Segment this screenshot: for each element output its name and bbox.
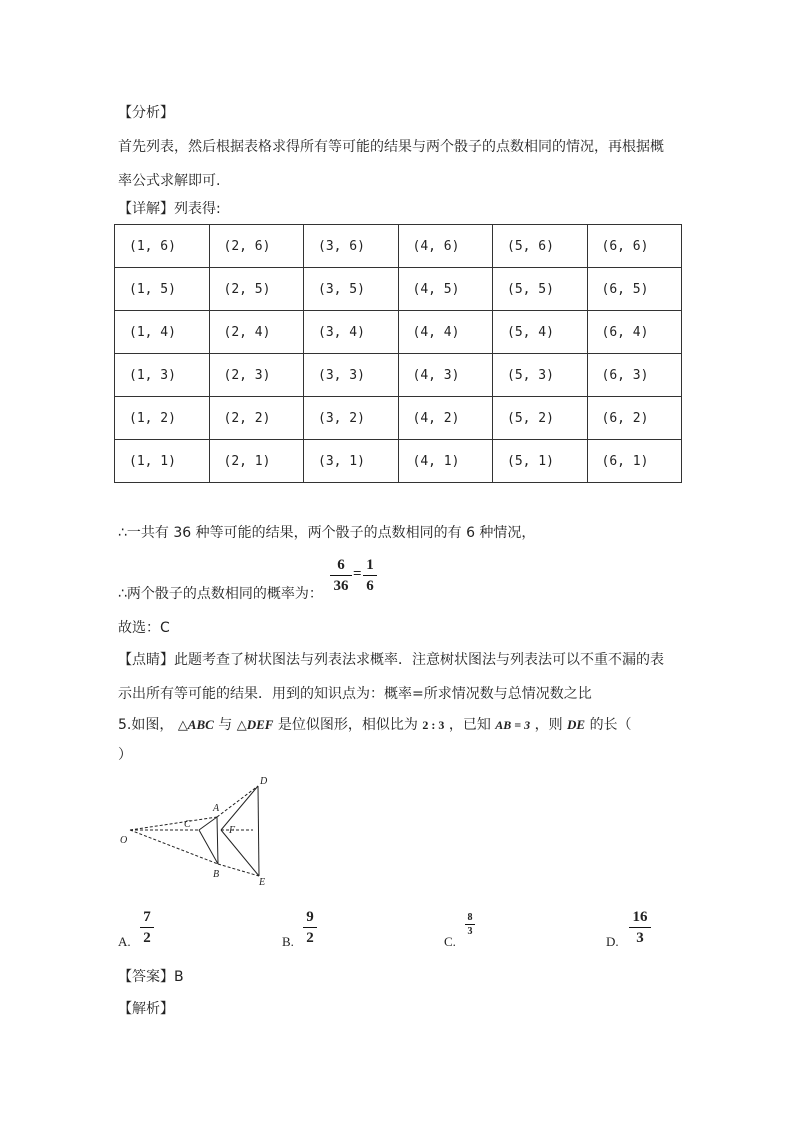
conclusion-line1: ∴一共有 36 种等可能的结果，两个骰子的点数相同的有 6 种情况， — [118, 525, 536, 541]
table-row — [115, 397, 682, 440]
label-b: B — [213, 869, 220, 880]
table-cell: (1, 6) — [115, 225, 210, 268]
table-cell: (4, 1) — [398, 440, 493, 483]
ray-oa — [130, 817, 217, 830]
table-cell: (6, 5) — [587, 268, 682, 311]
equals-sign: = — [353, 566, 362, 582]
option-a-numerator: 7 — [143, 909, 151, 925]
table-cell: (1, 2) — [115, 397, 210, 440]
table-cell: (1, 5) — [115, 268, 210, 311]
target-segment: DE — [567, 717, 586, 732]
table-row — [115, 440, 682, 483]
label-a: A — [213, 803, 220, 814]
table-cell: (2, 5) — [209, 268, 304, 311]
table-cell: (5, 6) — [493, 225, 588, 268]
table-row — [115, 268, 682, 311]
table-cell: (6, 1) — [587, 440, 682, 483]
label-e: E — [259, 877, 266, 888]
option-b-denominator: 2 — [306, 930, 314, 946]
question-mid4: ，则 — [534, 717, 563, 733]
similar-triangles-figure — [118, 772, 288, 890]
table-cell: (3, 6) — [304, 225, 399, 268]
table-cell: (2, 2) — [209, 397, 304, 440]
table-cell: (1, 4) — [115, 311, 210, 354]
answer-text: 【答案】B — [118, 969, 184, 985]
table-cell: (4, 3) — [398, 354, 493, 397]
ray-be — [218, 864, 259, 876]
table-cell: (2, 6) — [209, 225, 304, 268]
table-cell: (4, 6) — [398, 225, 493, 268]
probability-fraction-left — [330, 555, 352, 596]
solution-heading: 【解析】 — [118, 1001, 174, 1017]
question-suffix: 的长（ — [589, 717, 632, 733]
option-a-letter[interactable]: A. — [118, 934, 131, 949]
conclusion-line2: ∴两个骰子的点数相同的概率为： — [118, 586, 323, 602]
triangle-abc: △ABC — [177, 717, 214, 732]
table-cell: (4, 2) — [398, 397, 493, 440]
table-row — [115, 225, 682, 268]
side-fe — [221, 830, 259, 876]
label-d: D — [260, 776, 268, 787]
table-cell: (1, 1) — [115, 440, 210, 483]
question-close-paren: ） — [118, 747, 132, 763]
side-de — [258, 786, 259, 876]
table-cell: (4, 4) — [398, 311, 493, 354]
table-cell: (3, 5) — [304, 268, 399, 311]
table-cell: (6, 4) — [587, 311, 682, 354]
option-c-fraction[interactable] — [465, 911, 475, 938]
table-cell: (4, 5) — [398, 268, 493, 311]
question-mid1: 与 — [218, 717, 233, 733]
fraction-denominator: 36 — [333, 578, 349, 594]
fraction-numerator: 1 — [366, 557, 374, 573]
fraction-denominator: 6 — [366, 578, 374, 594]
choose-text: 故选：C — [118, 620, 170, 636]
triangle-def: △DEF — [236, 717, 274, 732]
option-d-letter[interactable]: D. — [606, 934, 619, 949]
option-c-letter[interactable]: C. — [444, 934, 456, 949]
option-d-fraction[interactable] — [629, 907, 651, 948]
table-cell: (3, 3) — [304, 354, 399, 397]
analysis-heading: 【分析】 — [118, 105, 174, 121]
label-c: C — [184, 819, 191, 830]
label-o: O — [120, 835, 128, 846]
table-cell: (3, 4) — [304, 311, 399, 354]
analysis-text-line2: 率公式求解即可. — [118, 173, 221, 189]
table-cell: (5, 4) — [493, 311, 588, 354]
option-b-numerator: 9 — [306, 909, 314, 925]
side-df — [221, 786, 258, 830]
comment-line2: 示出所有等可能的结果．用到的知识点为：概率=所求情况数与总情况数之比 — [118, 686, 592, 702]
table-row — [115, 354, 682, 397]
option-d-denominator: 3 — [636, 930, 644, 946]
ratio: 2 : 3 — [422, 718, 445, 732]
option-a-denominator: 2 — [143, 930, 151, 946]
outcome-table — [114, 224, 682, 483]
ray-ad — [217, 786, 258, 817]
table-cell: (5, 3) — [493, 354, 588, 397]
table-cell: (2, 4) — [209, 311, 304, 354]
question-mid3: ，已知 — [448, 717, 491, 733]
given-length: AB = 3 — [495, 718, 531, 732]
option-d-numerator: 16 — [632, 909, 648, 925]
table-cell: (2, 3) — [209, 354, 304, 397]
table-cell: (1, 3) — [115, 354, 210, 397]
table-cell: (3, 1) — [304, 440, 399, 483]
analysis-text-line1: 首先列表，然后根据表格求得所有等可能的结果与两个骰子的点数相同的情况，再根据概 — [118, 139, 664, 155]
comment-line1: 【点睛】此题考查了树状图法与列表法求概率．注意树状图法与列表法可以不重不漏的表 — [118, 652, 664, 668]
fraction-numerator: 6 — [337, 557, 345, 573]
question-prefix: 5.如图， — [118, 717, 174, 733]
detail-heading: 【详解】列表得: — [118, 201, 221, 217]
question-line — [118, 714, 632, 734]
table-cell: (2, 1) — [209, 440, 304, 483]
table-cell: (5, 1) — [493, 440, 588, 483]
ray-ob — [130, 830, 218, 864]
table-cell: (6, 3) — [587, 354, 682, 397]
table-cell: (5, 5) — [493, 268, 588, 311]
side-ab — [217, 817, 218, 864]
table-cell: (6, 6) — [587, 225, 682, 268]
table-cell: (6, 2) — [587, 397, 682, 440]
probability-fraction-right — [363, 555, 377, 596]
option-a-fraction[interactable] — [140, 907, 154, 948]
table-row — [115, 311, 682, 354]
option-c-numerator: 8 — [467, 912, 473, 923]
table-cell: (3, 2) — [304, 397, 399, 440]
question-mid2: 是位似图形，相似比为 — [277, 717, 418, 733]
table-cell: (5, 2) — [493, 397, 588, 440]
label-f: F — [229, 825, 236, 836]
option-b-fraction[interactable] — [303, 907, 317, 948]
option-b-letter[interactable]: B. — [282, 934, 294, 949]
side-cb — [199, 830, 218, 864]
option-c-denominator: 3 — [467, 926, 473, 937]
